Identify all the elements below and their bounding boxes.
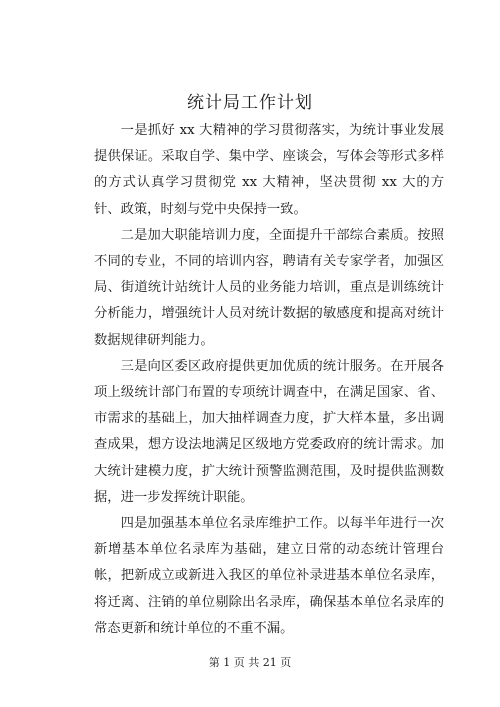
- paragraph-4: 四是加强基本单位名录库维护工作。以每半年进行一次新增基本单位名录库为基础，建立日常的动态统计管理台帐，把新成立或新进入我区的单位补录进基本单位名录库，将迁离、注销的单位剔除出名录库，确保基本单位名录库的常态更新和统计单位的不重不漏。: [94, 516, 444, 636]
- paragraph-3: 三是向区委区政府提供更加优质的统计服务。在开展各项上级统计部门布置的专项统计调查中，在满足国家、省、市需求的基础上，加大抽样调查力度，扩大样本量，多出调查成果，想方设法地满足区级地方党委政府的统计需求。加大统计建模力度，扩大统计预警监测范围，及时提供监测数据，进一步发挥统计职能。: [94, 358, 444, 505]
- document-body: [94, 118, 444, 642]
- page-number-footer: 第 1 页 共 21 页: [208, 656, 292, 669]
- document-title: 统计局工作计划: [187, 93, 313, 113]
- paragraph-1: 一是抓好 xx 大精神的学习贯彻落实，为统计事业发展提供保证。采取自学、集中学、座谈会，写体会等形式多样的方式认真学习贯彻党 xx 大精神，坚决贯彻 xx 大的方针、政策，时刻与党中央保持一致。: [94, 123, 444, 217]
- paragraph-2: 二是加大职能培训力度，全面提升干部综合素质。按照不同的专业，不同的培训内容，聘请有关专家学者，加强区局、街道统计站统计人员的业务能力培训，重点是训练统计分析能力，增强统计人员对统计数据的敏感度和提高对统计数据规律研判能力。: [94, 227, 444, 348]
